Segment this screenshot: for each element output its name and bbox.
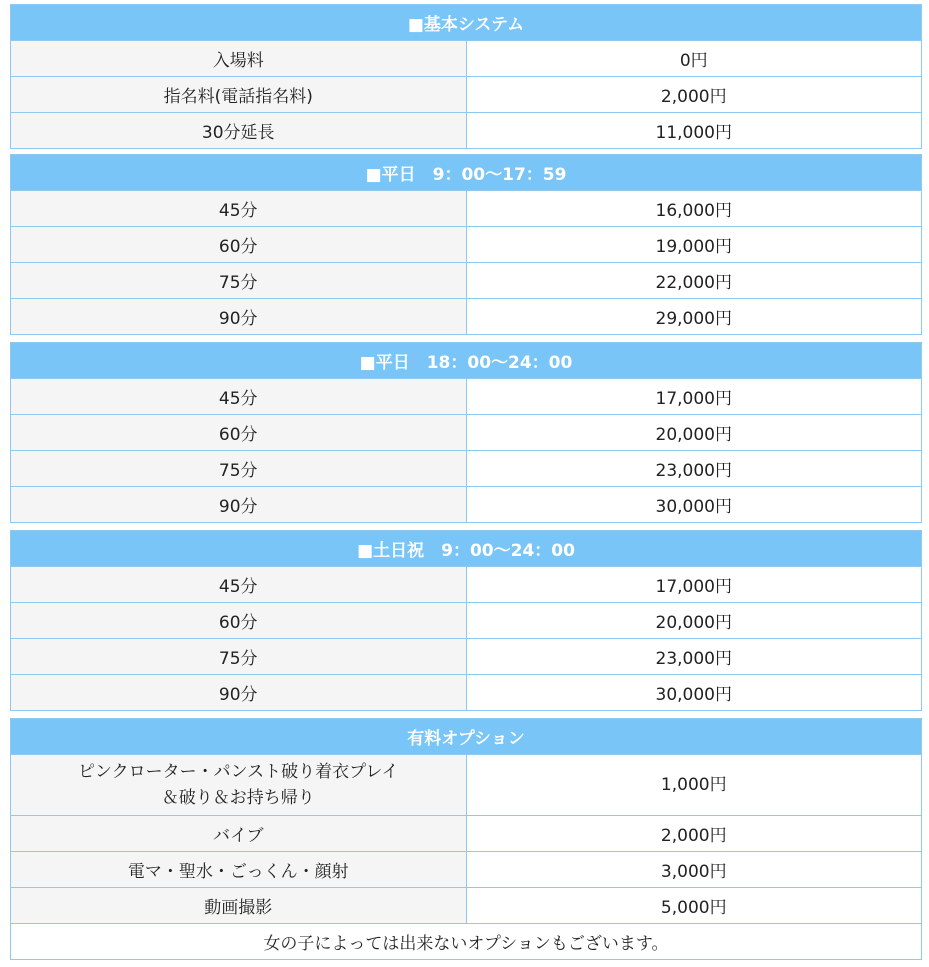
row-price: 22,000円 [466, 263, 922, 299]
table-row [11, 113, 922, 149]
table-row [11, 675, 922, 711]
table-row [11, 755, 922, 816]
row-label: 60分 [11, 603, 467, 639]
section-weekday-night [10, 342, 922, 523]
row-label [11, 755, 467, 816]
row-price: 17,000円 [466, 567, 922, 603]
table-row [11, 41, 922, 77]
weekday-night-table [10, 342, 922, 523]
row-label: 30分延長 [11, 113, 467, 149]
table-row [11, 379, 922, 415]
options-note: 女の子によっては出来ないオプションもございます。 [11, 924, 922, 960]
table-row [11, 263, 922, 299]
weekend-holiday-table [10, 530, 922, 711]
row-label: バイブ [11, 816, 467, 852]
section-paid-options [10, 718, 922, 960]
table-row [11, 227, 922, 263]
table-row [11, 639, 922, 675]
paid-options-table [10, 718, 922, 960]
row-label: 動画撮影 [11, 888, 467, 924]
row-price: 23,000円 [466, 451, 922, 487]
section-header: ■平日 9：00〜17：59 [11, 155, 922, 191]
row-label: 75分 [11, 451, 467, 487]
row-price: 23,000円 [466, 639, 922, 675]
row-label: 90分 [11, 675, 467, 711]
row-price: 20,000円 [466, 603, 922, 639]
row-label-line-1: ピンクローター・パンスト破り着衣プレイ [77, 762, 399, 782]
table-row [11, 191, 922, 227]
section-weekday-day [10, 154, 922, 335]
section-header: ■土日祝 9：00〜24：00 [11, 531, 922, 567]
table-row [11, 603, 922, 639]
weekday-day-table [10, 154, 922, 335]
row-label: 45分 [11, 379, 467, 415]
row-label: 90分 [11, 487, 467, 523]
table-row [11, 451, 922, 487]
row-label: 75分 [11, 639, 467, 675]
row-label: 60分 [11, 415, 467, 451]
row-price: 0円 [466, 41, 922, 77]
section-weekend-holiday [10, 530, 922, 711]
table-row [11, 852, 922, 888]
section-basic-system [10, 4, 922, 149]
row-price: 29,000円 [466, 299, 922, 335]
row-label: 75分 [11, 263, 467, 299]
row-label: 45分 [11, 567, 467, 603]
row-price: 1,000円 [466, 755, 922, 816]
table-row [11, 487, 922, 523]
row-label: 指名料(電話指名料) [11, 77, 467, 113]
table-row [11, 567, 922, 603]
table-row [11, 888, 922, 924]
row-label: 電マ・聖水・ごっくん・顔射 [11, 852, 467, 888]
row-label: 入場料 [11, 41, 467, 77]
note-row [11, 924, 922, 960]
row-price: 19,000円 [466, 227, 922, 263]
table-row [11, 299, 922, 335]
row-price: 2,000円 [466, 77, 922, 113]
row-price: 17,000円 [466, 379, 922, 415]
row-price: 2,000円 [466, 816, 922, 852]
basic-system-table [10, 4, 922, 149]
section-header: 有料オプション [11, 719, 922, 755]
row-price: 30,000円 [466, 487, 922, 523]
row-price: 16,000円 [466, 191, 922, 227]
table-row [11, 816, 922, 852]
row-label: 90分 [11, 299, 467, 335]
row-label: 45分 [11, 191, 467, 227]
row-price: 20,000円 [466, 415, 922, 451]
row-price: 3,000円 [466, 852, 922, 888]
table-row [11, 415, 922, 451]
row-label-line-2: ＆破り＆お持ち帰り [161, 788, 315, 808]
row-price: 11,000円 [466, 113, 922, 149]
row-price: 30,000円 [466, 675, 922, 711]
section-header: ■平日 18：00〜24：00 [11, 343, 922, 379]
section-header: ■基本システム [11, 5, 922, 41]
row-label: 60分 [11, 227, 467, 263]
table-row [11, 77, 922, 113]
row-price: 5,000円 [466, 888, 922, 924]
